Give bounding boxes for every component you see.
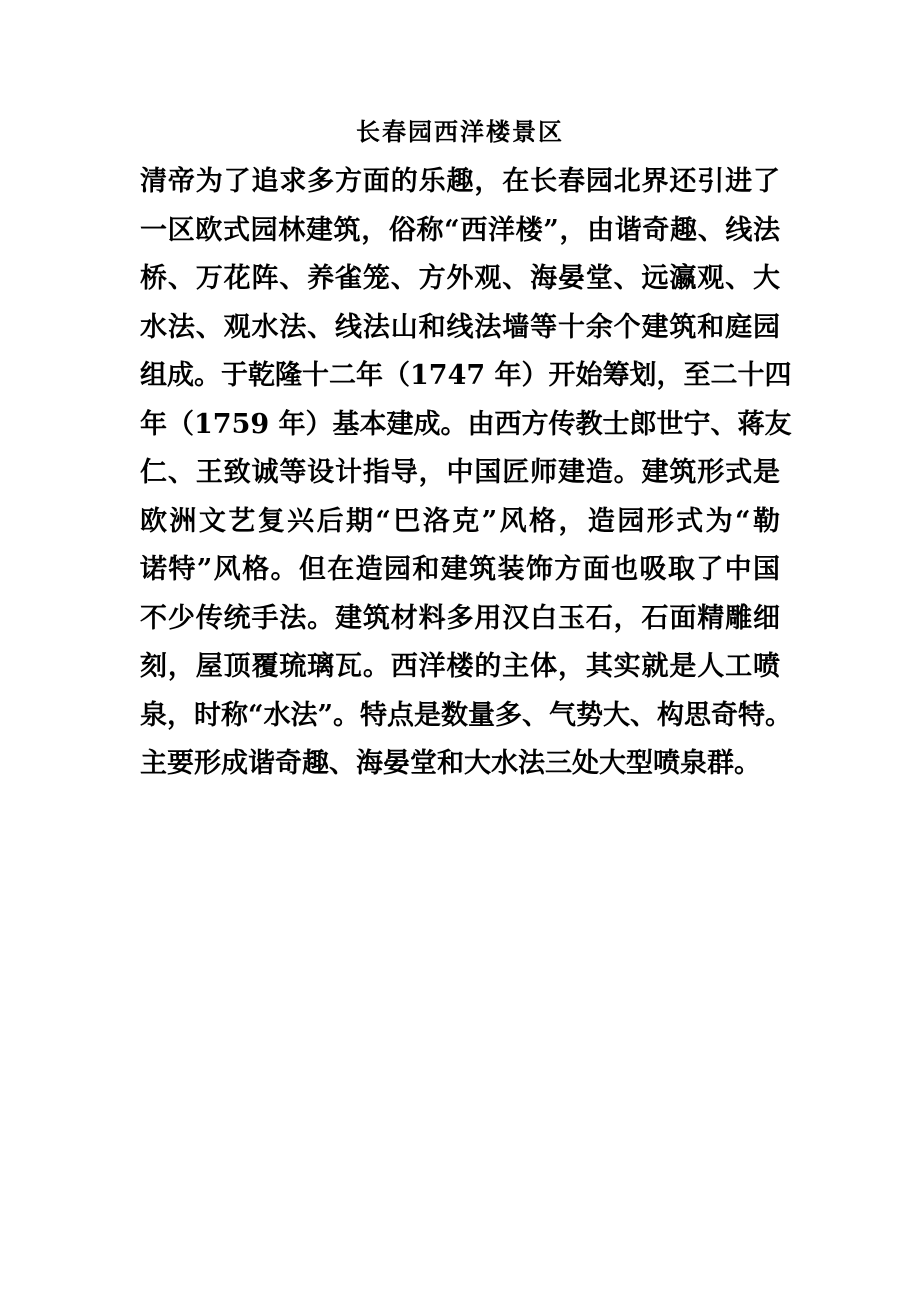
document-title: 长春园西洋楼景区	[356, 117, 564, 146]
body-line-13: 主要形成谐奇趣、海晏堂和大水法三处大型喷泉群。	[140, 748, 761, 779]
body-line-5: 组成。于乾隆十二年（1747 年）开始筹划，至二十四	[140, 360, 792, 391]
body-line-9: 诺特”风格。但在造园和建筑装饰方面也吸取了中国	[140, 554, 780, 585]
body-line-12: 泉，时称“水法”。特点是数量多、气势大、构思奇特。	[140, 699, 793, 731]
document-body	[140, 158, 793, 789]
body-line-4: 水法、观水法、线法山和线法墙等十余个建筑和庭园	[140, 311, 780, 343]
body-line-10: 不少传统手法。建筑材料多用汉白玉石，石面精雕细	[140, 602, 780, 634]
body-line-8: 欧洲文艺复兴后期“巴洛克”风格，造园形式为“勒	[140, 505, 780, 537]
body-line-3: 桥、万花阵、养雀笼、方外观、海晏堂、远瀛观、大	[140, 263, 780, 294]
body-line-2: 一区欧式园林建筑，俗称“西洋楼”，由谐奇趣、线法	[140, 214, 780, 246]
body-line-7: 仁、王致诚等设计指导，中国匠师建造。建筑形式是	[140, 457, 780, 488]
body-line-6: 年（1759 年）基本建成。由西方传教士郎世宁、蒋友	[140, 408, 792, 440]
body-line-11: 刻，屋顶覆琉璃瓦。西洋楼的主体，其实就是人工喷	[140, 651, 780, 682]
body-line-1: 清帝为了追求多方面的乐趣，在长春园北界还引进了	[140, 166, 780, 197]
